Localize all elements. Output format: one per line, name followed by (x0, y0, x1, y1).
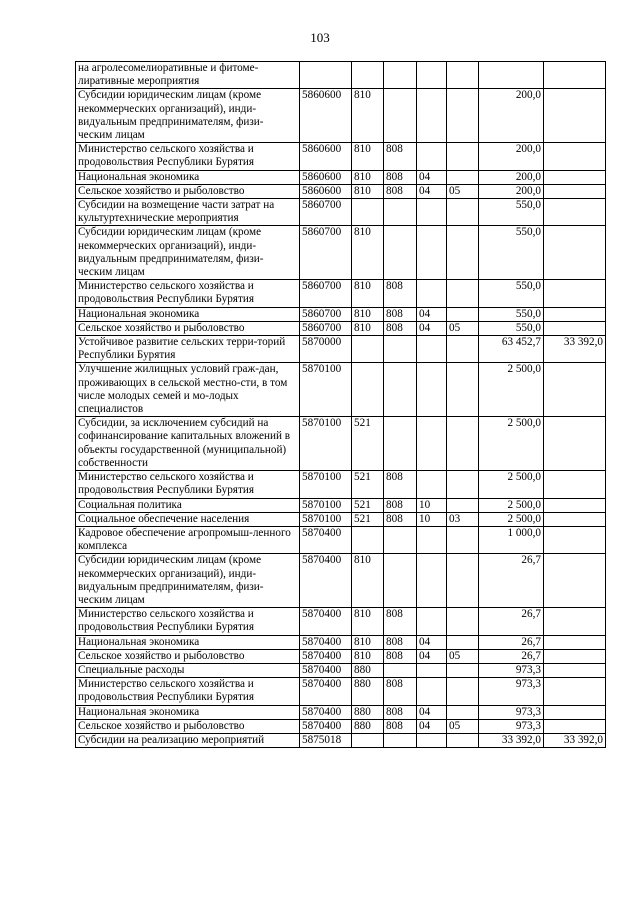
row-amount-cell: 973,3 (479, 705, 544, 719)
row-subsection-cell: 05 (447, 719, 479, 733)
row-expense-type-cell: 880 (352, 719, 384, 733)
row-amount-cell: 1 000,0 (479, 526, 544, 553)
table-row (76, 719, 606, 733)
row-name-cell: Субсидии юридическим лицам (кроме некоммерческих организаций), инди-видуальным предпринимателям, физи-ческим лицам (76, 554, 300, 608)
row-expense-type-cell: 880 (352, 678, 384, 705)
row-ministry-code-cell: 808 (384, 498, 417, 512)
row-subsection-cell (447, 635, 479, 649)
table-row (76, 554, 606, 608)
row-expense-type-cell: 810 (352, 321, 384, 335)
row-federal-amount-cell (544, 635, 606, 649)
row-code-cell: 5870400 (300, 608, 352, 635)
row-subsection-cell (447, 143, 479, 170)
row-amount-cell: 63 452,7 (479, 336, 544, 363)
row-expense-type-cell: 880 (352, 705, 384, 719)
row-section-cell: 04 (417, 649, 447, 663)
row-name-cell: Кадровое обеспечение агропромыш-ленного комплекса (76, 526, 300, 553)
row-subsection-cell (447, 498, 479, 512)
row-section-cell (417, 89, 447, 143)
row-subsection-cell (447, 363, 479, 417)
row-subsection-cell (447, 62, 479, 89)
row-name-cell: Национальная экономика (76, 307, 300, 321)
table-row (76, 526, 606, 553)
row-federal-amount-cell (544, 663, 606, 677)
row-federal-amount-cell (544, 719, 606, 733)
row-federal-amount-cell (544, 608, 606, 635)
row-section-cell (417, 226, 447, 280)
row-name-cell: Субсидии на реализацию мероприятий (76, 733, 300, 747)
row-section-cell: 10 (417, 498, 447, 512)
row-federal-amount-cell (544, 512, 606, 526)
row-name-cell: Сельское хозяйство и рыболовство (76, 719, 300, 733)
table-row (76, 471, 606, 498)
row-expense-type-cell: 810 (352, 649, 384, 663)
row-code-cell: 5870100 (300, 417, 352, 471)
row-federal-amount-cell (544, 89, 606, 143)
row-section-cell: 10 (417, 512, 447, 526)
row-section-cell: 04 (417, 184, 447, 198)
row-section-cell: 04 (417, 307, 447, 321)
row-subsection-cell (447, 554, 479, 608)
row-section-cell (417, 417, 447, 471)
row-ministry-code-cell: 808 (384, 608, 417, 635)
row-expense-type-cell: 521 (352, 498, 384, 512)
table-row (76, 608, 606, 635)
row-amount-cell: 2 500,0 (479, 498, 544, 512)
row-federal-amount-cell (544, 226, 606, 280)
row-code-cell: 5870400 (300, 678, 352, 705)
row-section-cell: 04 (417, 170, 447, 184)
row-federal-amount-cell (544, 280, 606, 307)
row-federal-amount-cell (544, 199, 606, 226)
row-amount-cell: 2 500,0 (479, 512, 544, 526)
row-federal-amount-cell (544, 526, 606, 553)
row-expense-type-cell (352, 62, 384, 89)
row-federal-amount-cell (544, 649, 606, 663)
row-ministry-code-cell (384, 62, 417, 89)
row-amount-cell: 550,0 (479, 280, 544, 307)
row-ministry-code-cell: 808 (384, 678, 417, 705)
row-amount-cell: 2 500,0 (479, 417, 544, 471)
row-section-cell (417, 733, 447, 747)
row-name-cell: Социальная политика (76, 498, 300, 512)
row-subsection-cell: 05 (447, 184, 479, 198)
table-row (76, 336, 606, 363)
row-ministry-code-cell (384, 226, 417, 280)
row-federal-amount-cell (544, 363, 606, 417)
row-federal-amount-cell (544, 143, 606, 170)
row-name-cell: Субсидии юридическим лицам (кроме некоммерческих организаций), инди-видуальным предпринимателям, физи-ческим лицам (76, 226, 300, 280)
table-row (76, 143, 606, 170)
row-amount-cell: 200,0 (479, 170, 544, 184)
row-federal-amount-cell: 33 392,0 (544, 733, 606, 747)
budget-table (75, 61, 606, 748)
row-section-cell (417, 363, 447, 417)
row-section-cell (417, 554, 447, 608)
table-row (76, 733, 606, 747)
row-expense-type-cell: 810 (352, 280, 384, 307)
row-federal-amount-cell (544, 62, 606, 89)
row-amount-cell: 26,7 (479, 635, 544, 649)
row-code-cell: 5860700 (300, 280, 352, 307)
row-name-cell: Национальная экономика (76, 705, 300, 719)
row-federal-amount-cell (544, 321, 606, 335)
row-section-cell (417, 62, 447, 89)
row-ministry-code-cell (384, 336, 417, 363)
row-amount-cell: 26,7 (479, 649, 544, 663)
row-subsection-cell (447, 733, 479, 747)
row-amount-cell: 973,3 (479, 678, 544, 705)
table-row (76, 321, 606, 335)
row-code-cell: 5870100 (300, 471, 352, 498)
row-expense-type-cell: 880 (352, 663, 384, 677)
row-ministry-code-cell: 808 (384, 143, 417, 170)
row-name-cell: Министерство сельского хозяйства и продовольствия Республики Бурятия (76, 471, 300, 498)
table-row (76, 649, 606, 663)
row-name-cell: Специальные расходы (76, 663, 300, 677)
row-expense-type-cell: 521 (352, 512, 384, 526)
row-subsection-cell (447, 280, 479, 307)
row-subsection-cell (447, 89, 479, 143)
row-subsection-cell (447, 226, 479, 280)
row-subsection-cell (447, 170, 479, 184)
row-code-cell: 5860600 (300, 170, 352, 184)
row-subsection-cell (447, 526, 479, 553)
row-code-cell: 5860700 (300, 226, 352, 280)
row-name-cell: Улучшение жилищных условий граж-дан, проживающих в сельской местно-сти, в том числе молодых семей и мо-лодых специалистов (76, 363, 300, 417)
row-section-cell: 04 (417, 719, 447, 733)
row-code-cell: 5870400 (300, 705, 352, 719)
row-expense-type-cell: 810 (352, 143, 384, 170)
row-expense-type-cell: 810 (352, 635, 384, 649)
row-amount-cell: 973,3 (479, 719, 544, 733)
row-code-cell: 5870400 (300, 719, 352, 733)
table-row (76, 498, 606, 512)
row-code-cell: 5870100 (300, 498, 352, 512)
row-name-cell: Министерство сельского хозяйства и продовольствия Республики Бурятия (76, 280, 300, 307)
row-name-cell: Министерство сельского хозяйства и продовольствия Республики Бурятия (76, 678, 300, 705)
row-name-cell: Субсидии, за исключением субсидий на софинансирование капитальных вложений в объекты государственной (муниципальной) собственности (76, 417, 300, 471)
row-expense-type-cell: 810 (352, 226, 384, 280)
table-row (76, 678, 606, 705)
row-amount-cell: 2 500,0 (479, 363, 544, 417)
row-ministry-code-cell (384, 663, 417, 677)
row-section-cell (417, 280, 447, 307)
row-section-cell: 04 (417, 635, 447, 649)
row-name-cell: Социальное обеспечение населения (76, 512, 300, 526)
row-ministry-code-cell: 808 (384, 649, 417, 663)
row-federal-amount-cell (544, 554, 606, 608)
row-ministry-code-cell: 808 (384, 471, 417, 498)
row-expense-type-cell: 810 (352, 307, 384, 321)
page-number: 103 (310, 30, 330, 45)
row-subsection-cell (447, 663, 479, 677)
row-subsection-cell (447, 608, 479, 635)
row-section-cell (417, 199, 447, 226)
row-amount-cell: 200,0 (479, 89, 544, 143)
table-row (76, 280, 606, 307)
row-amount-cell: 26,7 (479, 554, 544, 608)
row-code-cell: 5870400 (300, 554, 352, 608)
row-ministry-code-cell: 808 (384, 705, 417, 719)
table-row (76, 705, 606, 719)
row-section-cell (417, 336, 447, 363)
row-code-cell: 5870400 (300, 526, 352, 553)
row-code-cell: 5860700 (300, 307, 352, 321)
row-name-cell: Национальная экономика (76, 170, 300, 184)
row-ministry-code-cell: 808 (384, 719, 417, 733)
row-expense-type-cell (352, 336, 384, 363)
row-federal-amount-cell: 33 392,0 (544, 336, 606, 363)
row-ministry-code-cell: 808 (384, 512, 417, 526)
row-section-cell: 04 (417, 705, 447, 719)
table-row (76, 199, 606, 226)
row-subsection-cell (447, 678, 479, 705)
row-expense-type-cell (352, 199, 384, 226)
row-federal-amount-cell (544, 678, 606, 705)
table-row (76, 663, 606, 677)
row-code-cell: 5870100 (300, 363, 352, 417)
row-amount-cell: 550,0 (479, 321, 544, 335)
row-ministry-code-cell (384, 363, 417, 417)
row-name-cell: Субсидии юридическим лицам (кроме некоммерческих организаций), инди-видуальным предпринимателям, физи-ческим лицам (76, 89, 300, 143)
row-name-cell: Устойчивое развитие сельских терри-торий Республики Бурятия (76, 336, 300, 363)
row-federal-amount-cell (544, 184, 606, 198)
row-section-cell (417, 663, 447, 677)
row-expense-type-cell: 810 (352, 89, 384, 143)
row-code-cell: 5860700 (300, 321, 352, 335)
row-ministry-code-cell (384, 526, 417, 553)
row-ministry-code-cell (384, 199, 417, 226)
row-expense-type-cell: 810 (352, 184, 384, 198)
row-expense-type-cell: 810 (352, 554, 384, 608)
row-ministry-code-cell: 808 (384, 307, 417, 321)
row-code-cell: 5860600 (300, 143, 352, 170)
row-ministry-code-cell: 808 (384, 321, 417, 335)
row-ministry-code-cell (384, 554, 417, 608)
table-row (76, 417, 606, 471)
row-section-cell (417, 143, 447, 170)
row-section-cell (417, 678, 447, 705)
row-subsection-cell: 03 (447, 512, 479, 526)
row-ministry-code-cell: 808 (384, 184, 417, 198)
row-ministry-code-cell: 808 (384, 635, 417, 649)
row-name-cell: Сельское хозяйство и рыболовство (76, 184, 300, 198)
row-expense-type-cell (352, 363, 384, 417)
row-section-cell: 04 (417, 321, 447, 335)
row-amount-cell: 973,3 (479, 663, 544, 677)
row-subsection-cell: 05 (447, 321, 479, 335)
row-code-cell: 5860600 (300, 89, 352, 143)
row-expense-type-cell (352, 733, 384, 747)
row-section-cell (417, 526, 447, 553)
row-code-cell: 5875018 (300, 733, 352, 747)
row-section-cell (417, 471, 447, 498)
row-code-cell: 5860600 (300, 184, 352, 198)
row-code-cell: 5870000 (300, 336, 352, 363)
row-federal-amount-cell (544, 307, 606, 321)
row-subsection-cell (447, 705, 479, 719)
table-row (76, 635, 606, 649)
row-federal-amount-cell (544, 705, 606, 719)
table-row (76, 307, 606, 321)
row-subsection-cell (447, 199, 479, 226)
table-row (76, 363, 606, 417)
row-subsection-cell (447, 307, 479, 321)
row-code-cell: 5870400 (300, 649, 352, 663)
row-code-cell: 5870100 (300, 512, 352, 526)
table-row (76, 170, 606, 184)
row-subsection-cell: 05 (447, 649, 479, 663)
row-code-cell: 5860700 (300, 199, 352, 226)
row-expense-type-cell: 810 (352, 170, 384, 184)
row-expense-type-cell: 521 (352, 417, 384, 471)
row-federal-amount-cell (544, 417, 606, 471)
row-amount-cell: 200,0 (479, 184, 544, 198)
row-section-cell (417, 608, 447, 635)
row-amount-cell: 550,0 (479, 199, 544, 226)
row-expense-type-cell (352, 526, 384, 553)
row-amount-cell: 26,7 (479, 608, 544, 635)
row-ministry-code-cell: 808 (384, 280, 417, 307)
table-row (76, 512, 606, 526)
row-code-cell: 5870400 (300, 663, 352, 677)
row-code-cell (300, 62, 352, 89)
row-ministry-code-cell (384, 89, 417, 143)
row-amount-cell: 33 392,0 (479, 733, 544, 747)
row-subsection-cell (447, 471, 479, 498)
row-amount-cell: 2 500,0 (479, 471, 544, 498)
row-expense-type-cell: 810 (352, 608, 384, 635)
table-row (76, 62, 606, 89)
row-federal-amount-cell (544, 170, 606, 184)
table-body (76, 62, 606, 748)
row-ministry-code-cell (384, 417, 417, 471)
row-federal-amount-cell (544, 471, 606, 498)
row-expense-type-cell: 521 (352, 471, 384, 498)
row-federal-amount-cell (544, 498, 606, 512)
row-amount-cell: 200,0 (479, 143, 544, 170)
table-row (76, 226, 606, 280)
row-code-cell: 5870400 (300, 635, 352, 649)
table-row (76, 89, 606, 143)
row-ministry-code-cell (384, 733, 417, 747)
row-amount-cell (479, 62, 544, 89)
row-amount-cell: 550,0 (479, 307, 544, 321)
row-name-cell: Национальная экономика (76, 635, 300, 649)
row-name-cell: Сельское хозяйство и рыболовство (76, 321, 300, 335)
row-amount-cell: 550,0 (479, 226, 544, 280)
row-name-cell: на агролесомелиоративные и фитоме-лиративные мероприятия (76, 62, 300, 89)
row-name-cell: Министерство сельского хозяйства и продовольствия Республики Бурятия (76, 608, 300, 635)
row-ministry-code-cell: 808 (384, 170, 417, 184)
row-name-cell: Министерство сельского хозяйства и продовольствия Республики Бурятия (76, 143, 300, 170)
table-row (76, 184, 606, 198)
row-subsection-cell (447, 417, 479, 471)
row-name-cell: Сельское хозяйство и рыболовство (76, 649, 300, 663)
row-subsection-cell (447, 336, 479, 363)
row-name-cell: Субсидии на возмещение части затрат на культуртехнические мероприятия (76, 199, 300, 226)
